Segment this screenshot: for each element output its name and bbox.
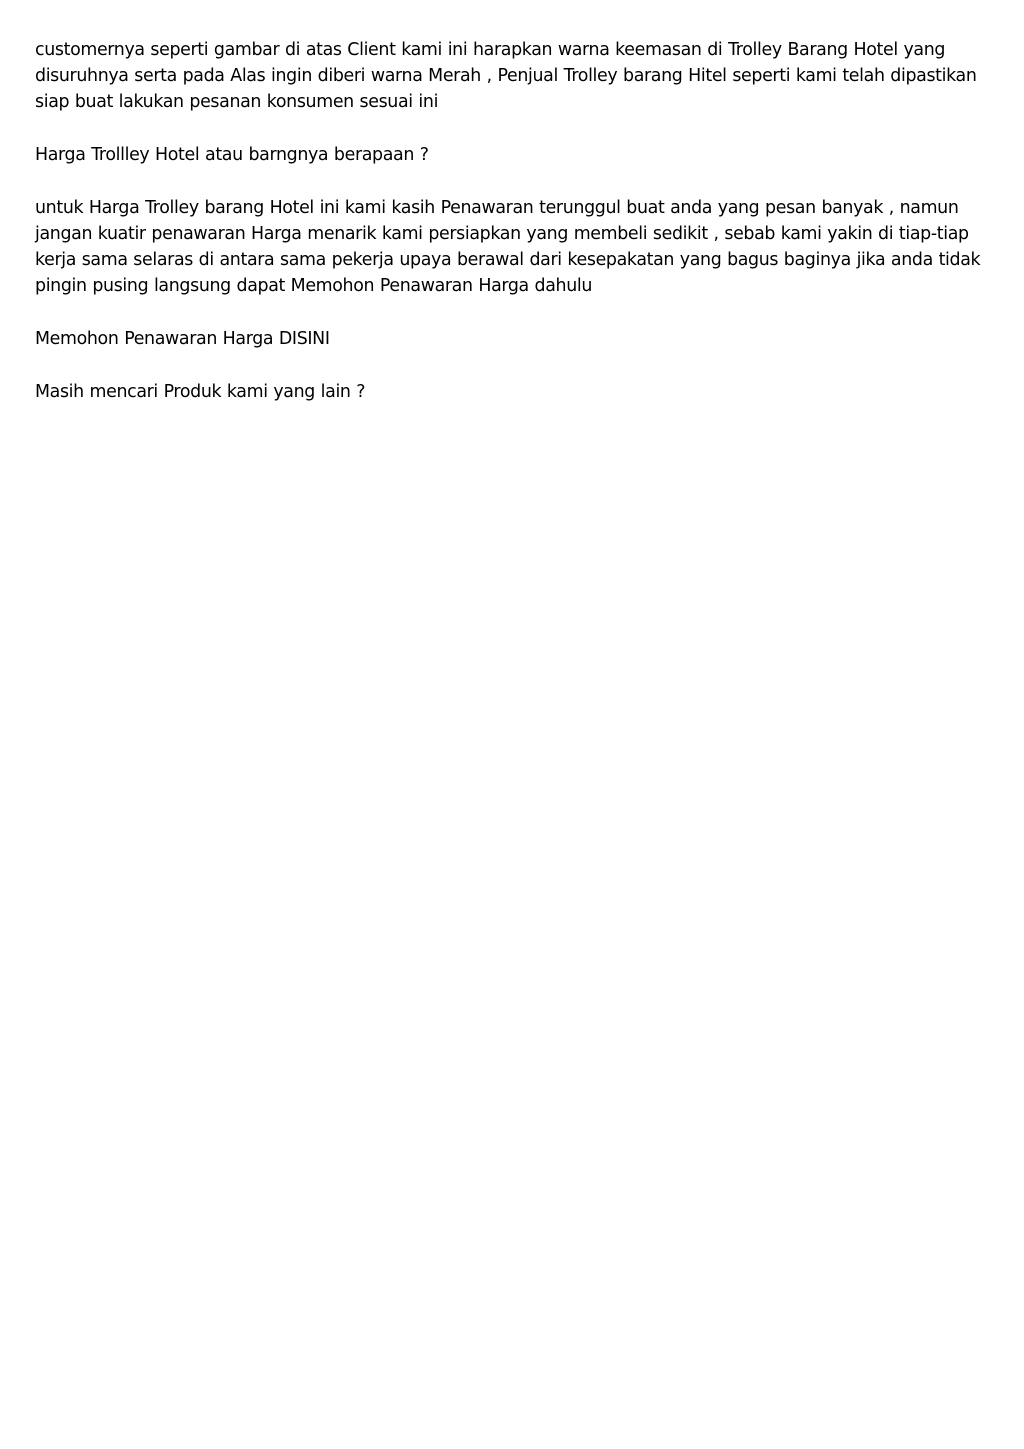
- text-line: disuruhnya serta pada Alas ingin diberi warna Merah , Penjual Trolley barang Hitel seperti kami telah dipastikan: [35, 66, 977, 86]
- text-line: Harga Trollley Hotel atau barngnya berapaan ?: [35, 145, 429, 165]
- text-line: untuk Harga Trolley barang Hotel ini kami kasih Penawaran terunggul buat anda yang pesan banyak , namun: [35, 198, 959, 218]
- text-line: Masih mencari Produk kami yang lain ?: [35, 382, 366, 402]
- paragraph-request-quote: [35, 326, 984, 352]
- text-line: pingin pusing langsung dapat Memohon Penawaran Harga dahulu: [35, 276, 593, 296]
- paragraph-price-offer: [35, 195, 984, 299]
- text-line: siap buat lakukan pesanan konsumen sesuai ini: [35, 92, 439, 112]
- paragraph-trolley-request: [35, 37, 984, 115]
- text-line: customernya seperti gambar di atas Client kami ini harapkan warna keemasan di Trolley Barang Hotel yang: [35, 40, 946, 60]
- text-line: Memohon Penawaran Harga DISINI: [35, 329, 330, 349]
- text-line: jangan kuatir penawaran Harga menarik kami persiapkan yang membeli sedikit , sebab kami yakin di tiap-tiap: [35, 224, 969, 244]
- paragraph-price-question: [35, 142, 984, 168]
- paragraph-other-products: [35, 379, 984, 405]
- text-line: kerja sama selaras di antara sama pekerja upaya berawal dari kesepakatan yang bagus baginya jika anda tidak: [35, 250, 981, 270]
